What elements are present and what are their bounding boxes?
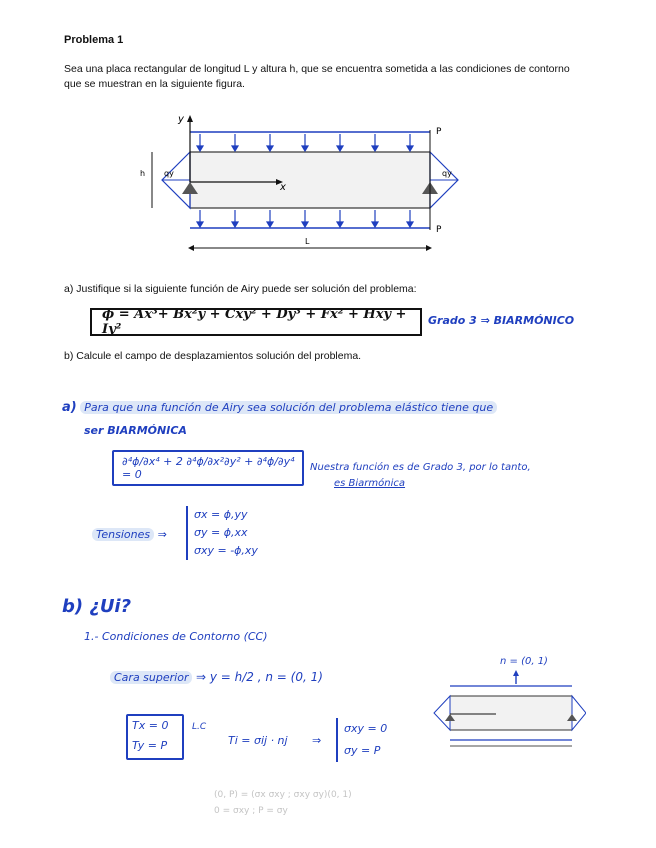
stress-sx: σx = ϕ,yy (194, 508, 248, 521)
small-plate-figure (426, 658, 586, 755)
normal-vector-label: n = (0, 1) (500, 656, 548, 667)
answer-a-text (62, 400, 497, 415)
q-left-label: qy (164, 169, 174, 178)
stress-sxy: σxy = -ϕ,xy (194, 544, 258, 557)
stress-list (186, 506, 258, 560)
problem-title: Problema 1 (64, 34, 124, 46)
p-label-top: P (436, 127, 442, 137)
answer-a-label: a) (62, 400, 77, 415)
q-right-label: qy (442, 169, 452, 178)
cara-superior-row (110, 670, 323, 684)
biharmonic-note-1: Nuestra función es de Grado 3, por lo tanto, (310, 462, 531, 473)
cara-superior-label: Cara superior (110, 671, 192, 684)
l-label: L (305, 237, 310, 246)
cara-superior-eq: ⇒ y = h/2 , n = (0, 1) (195, 670, 323, 684)
traction-x: Tx = 0 (132, 719, 169, 732)
cauchy-eq: Ti = σij · nj (228, 734, 288, 747)
bc-result (336, 718, 387, 762)
traction-y: Ty = P (132, 739, 168, 752)
small-plate-diagram (426, 658, 586, 750)
cc-title: 1.- Condiciones de Contorno (CC) (84, 630, 268, 643)
plate-rect (190, 152, 430, 208)
biharmonic-equation: ∂⁴ϕ/∂x⁴ + 2 ∂⁴ϕ/∂x²∂y² + ∂⁴ϕ/∂y⁴ = 0 (112, 450, 304, 486)
answer-a-line2: ser BIARMÓNICA (84, 424, 187, 437)
plate-diagram (140, 110, 460, 260)
airy-function-box (90, 308, 422, 336)
tensiones-label: Tensiones ⇒ (92, 528, 167, 541)
y-axis-label: y (178, 114, 184, 125)
x-axis-label: x (280, 182, 286, 193)
faint-result: 0 = σxy ; P = σy (214, 806, 288, 816)
airy-formula: ϕ = Ax³+ Bx²y + Cxy² + Dy³ + Fx² + Hxy + Iy² (102, 307, 407, 337)
plate-figure (140, 110, 460, 265)
faint-matrix-eq: (0, P) = (σx σxy ; σxy σy)(0, 1) (214, 790, 352, 800)
answer-a-line1: Para que una función de Airy sea solución del problema elástico tiene que (80, 401, 497, 414)
bc-result-2: σy = P (344, 744, 381, 757)
h-label: h (140, 169, 146, 178)
problem-statement: Sea una placa rectangular de longitud L y altura h, que se encuentra sometida a las condiciones de contorno que se muestran en la siguiente figura. (64, 63, 570, 90)
answer-b-title: b) ¿Ui? (62, 596, 132, 617)
biharmonic-note-2: es Biarmónica (334, 478, 406, 489)
airy-note: Grado 3 ⇒ BIARMÓNICO (428, 314, 575, 327)
lc-label: L.C (192, 722, 207, 732)
implies-arrow: ⇒ (312, 734, 322, 747)
question-a: a) Justifique si la siguiente función de Airy puede ser solución del problema: (64, 283, 417, 295)
traction-box (126, 714, 184, 760)
stress-sy: σy = ϕ,xx (194, 526, 248, 539)
bc-result-1: σxy = 0 (344, 722, 388, 735)
question-b: b) Calcule el campo de desplazamientos solución del problema. (64, 350, 362, 362)
p-label-bottom: P (436, 225, 442, 235)
